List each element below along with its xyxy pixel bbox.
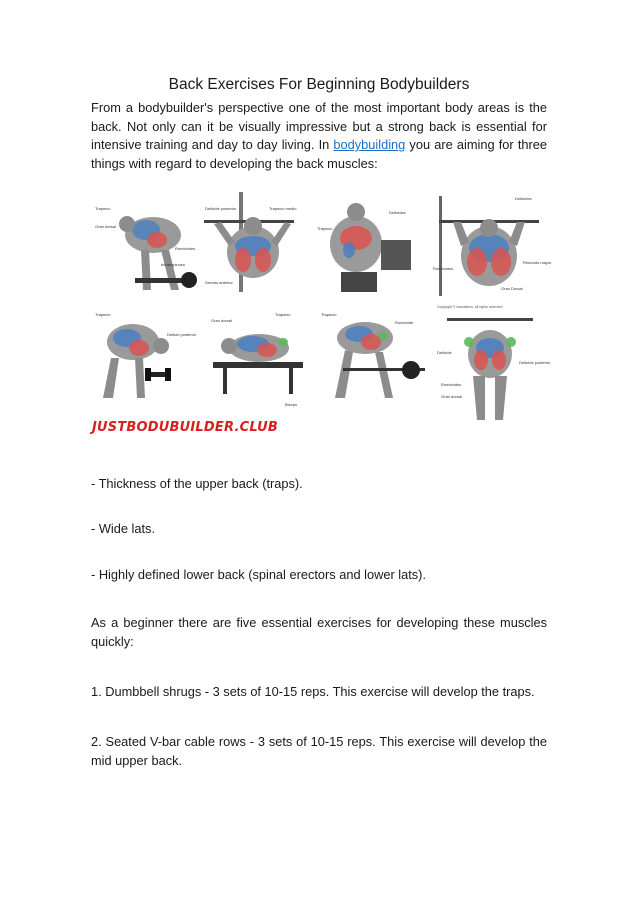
beginner-paragraph: As a beginner there are five essential exercises for developing these muscles quickly:: [91, 615, 547, 649]
bodybuilding-link[interactable]: bodybuilding: [333, 137, 406, 153]
panel2-label-0: Deltoide posterior: [205, 206, 237, 211]
panel1-label-0: Trapecio: [95, 206, 111, 211]
panel8-label-3: Gran dorsal: [441, 394, 462, 399]
panel4-label-2: Romboides: [433, 266, 454, 271]
figure-panel-wide-pullup: [433, 302, 551, 432]
panel1-label-2: Romboides: [175, 246, 196, 251]
figure-copyright: Copyright © foundation, all rights reserved: [437, 305, 503, 309]
watermark-logo: JUSTBODUBUILDER.CLUB: [92, 420, 278, 435]
list-item: - Thickness of the upper back (traps).: [91, 476, 303, 491]
list-item: - Wide lats.: [91, 521, 155, 536]
intro-text-end: you are aiming for three things with regard to developing the back muscles:: [91, 137, 547, 171]
figure-panel-dumbbell-row: [91, 302, 201, 412]
page-title: Back Exercises For Beginning Bodybuilders: [168, 76, 470, 93]
intro-paragraph: [91, 99, 547, 173]
panel3-label-1: Deltoides: [389, 210, 406, 215]
panel6-label-3: Biceps: [285, 402, 298, 407]
panel1-label-1: Gran dorsal: [95, 224, 116, 229]
panel3-label-0: Trapecio: [317, 226, 333, 231]
panel5-label-0: Trapecio: [95, 312, 111, 317]
panel8-label-1: Deltoide posterior: [519, 360, 551, 365]
panel7-label-1: Romboide: [395, 320, 414, 325]
panel8-label-0: Deltoide: [437, 350, 452, 355]
figure-panel-barbell-row: [315, 302, 431, 412]
figure-panel-seated-row: [311, 190, 421, 300]
intro-text-start: From a bodybuilder's perspective one of the most important body areas is the back. Not only can it be visually impressive but a strong back is essential for intensive training and day to day living. In: [91, 100, 547, 153]
exercise-item: 1. Dumbbell shrugs - 3 sets of 10-15 reps. This exercise will develop the traps.: [91, 684, 535, 699]
figure-panel-pulldown: [199, 190, 309, 300]
panel1-label-4: Infraespinoso: [161, 262, 186, 267]
panel2-label-1: Trapecio medio: [269, 206, 297, 211]
back-exercises-figure: [91, 190, 552, 440]
panel6-label-1: Gran dorsal: [211, 318, 232, 323]
figure-panel-pullup: [431, 190, 552, 300]
panel2-label-3: Serrato anterior: [205, 280, 233, 285]
panel5-label-2: Deltoid posterior: [167, 332, 197, 337]
exercise-item: 2. Seated V-bar cable rows - 3 sets of 10-15 reps. This exercise will develop the mid upper back.: [91, 734, 547, 768]
panel6-label-0: Trapecio: [275, 312, 291, 317]
panel4-label-3: Redondo mayor: [523, 260, 552, 265]
panel8-label-2: Romboides: [441, 382, 462, 387]
panel7-label-0: Trapecio: [321, 312, 337, 317]
list-item: - Highly defined lower back (spinal erectors and lower lats).: [91, 567, 426, 582]
panel4-label-4: Gran Dorsal: [501, 286, 523, 291]
figure-panel-bench-row: [203, 302, 313, 412]
figure-panel-bent-row: [91, 190, 201, 300]
panel4-label-0: Deltoides: [515, 196, 532, 201]
